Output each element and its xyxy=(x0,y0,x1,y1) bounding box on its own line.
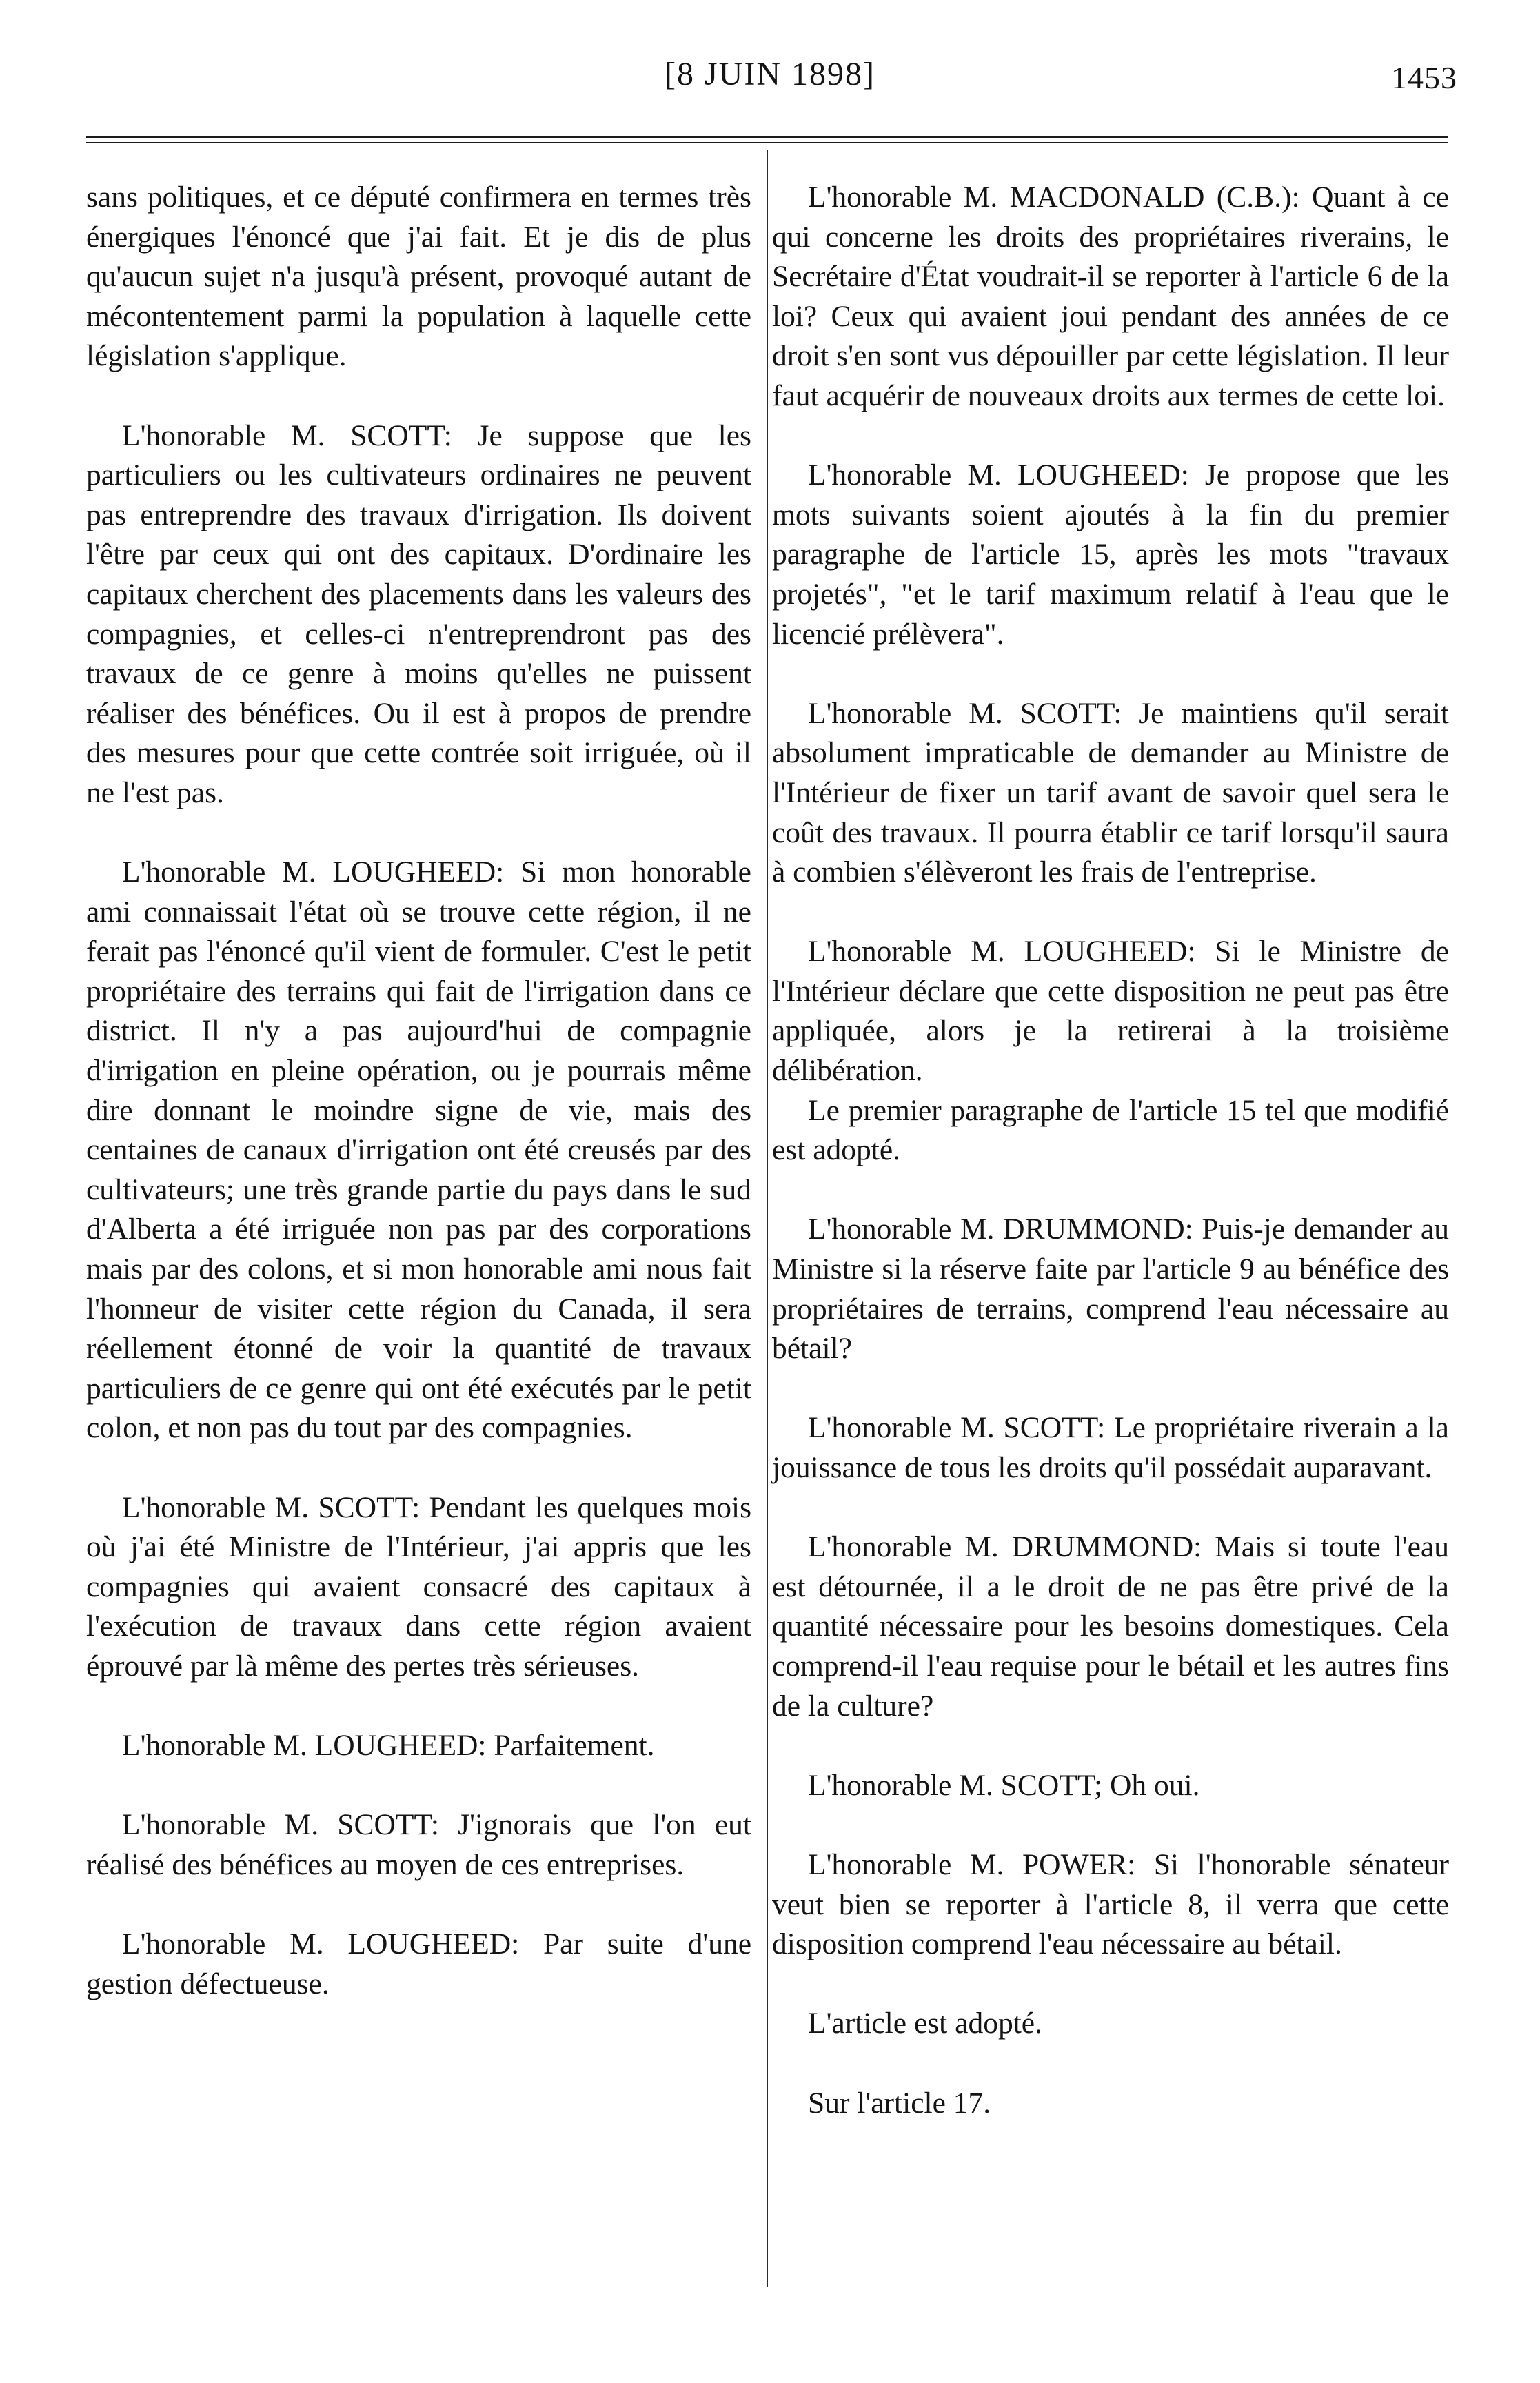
left-column xyxy=(86,178,751,2044)
paragraph: L'honorable M. LOUGHEED: Si le Ministre de l'Intérieur déclare que cette disposition ne peut pas être appliquée, alors je la retirerai à la troisième délibération. xyxy=(772,935,1449,1088)
column-divider xyxy=(767,150,768,2287)
paragraph: L'honorable M. LOUGHEED: Par suite d'une gestion défectueuse. xyxy=(86,1927,751,2000)
header-rule-bottom xyxy=(86,142,1448,143)
paragraph: L'honorable M. LOUGHEED: Je propose que les mots suivants soient ajoutés à la fin du premier paragraphe de l'article 15, après les mots "travaux projetés", "et le tarif maximum relatif à l'eau que le licencié prélèvera". xyxy=(772,458,1449,651)
paragraph: L'honorable M. DRUMMOND: Mais si toute l'eau est détournée, il a le droit de ne pas être privé de la quantité nécessaire pour les besoins domestiques. Cela comprend-il l'eau requise pour le bétail et les autres fins de la culture? xyxy=(772,1530,1449,1723)
paragraph: L'honorable M. LOUGHEED: Si mon honorable ami connaissait l'état où se trouve cette région, il ne ferait pas l'énoncé qu'il vient de formuler. C'est le petit propriétaire des terrains qui fait de l'irrigation dans ce district. Il n'y a pas aujourd'hui de compagnie d'irrigation en pleine opération, ou je pourrais même dire donnant le moindre signe de vie, mais des centaines de canaux d'irrigation ont été creusés par des cultivateurs; une très grande partie du pays dans le sud d'Alberta a été irriguée non pas par des corporations mais par des colons, et si mon honorable ami nous fait l'honneur de visiter cette région du Canada, il sera réellement étonné de voir la quantité de travaux particuliers de ce genre qui ont été exécutés par le petit colon, et non pas du tout par des compagnies. xyxy=(86,855,751,1445)
paragraph: sans politiques, et ce député confirmera en termes très énergiques l'énoncé que j'ai fait. Et je dis de plus qu'aucun sujet n'a jusqu'à présent, provoqué autant de mécontentement parmi la population à laquelle cette législation s'applique. xyxy=(86,181,751,373)
paragraph: L'honorable M. LOUGHEED: Parfaitement. xyxy=(122,1729,655,1763)
paragraph: L'honorable M. DRUMMOND: Puis-je demander au Ministre si la réserve faite par l'article 9 au bénéfice des propriétaires de terrains, comprend l'eau nécessaire au bétail? xyxy=(772,1213,1449,1366)
page-number: 1453 xyxy=(1391,60,1457,95)
paragraph: L'honorable M. MACDONALD (C.B.): Quant à ce qui concerne les droits des propriétaires riverains, le Secrétaire d'État voudrait-il se reporter à l'article 6 de la loi? Ceux qui avaient joui pendant des années de ce droit s'en sont vus dépouiller par cette législation. Il leur faut acquérir de nouveaux droits aux termes de cette loi. xyxy=(772,181,1449,412)
header-date: [8 JUIN 1898] xyxy=(665,56,875,92)
paragraph: L'article est adopté. xyxy=(808,2007,1042,2040)
paragraph: L'honorable M. SCOTT: J'ignorais que l'on eut réalisé des bénéfices au moyen de ces entreprises. xyxy=(86,1808,751,1881)
paragraph: L'honorable M. SCOTT: Je suppose que les particuliers ou les cultivateurs ordinaires ne peuvent pas entreprendre des travaux d'irrigation. Ils doivent l'être par ceux qui ont des capitaux. D'ordinaire les capitaux cherchent des placements dans les valeurs des compagnies, et celles-ci n'entreprendront pas des travaux de ce genre à moins qu'elles ne puissent réaliser des bénéfices. Ou il est à propos de prendre des mesures pour que cette contrée soit irriguée, où il ne l'est pas. xyxy=(86,418,751,809)
paragraph: L'honorable M. SCOTT; Oh oui. xyxy=(808,1768,1200,1802)
paragraph: L'honorable M. POWER: Si l'honorable sénateur veut bien se reporter à l'article 8, il verra que cette disposition comprend l'eau nécessaire au bétail. xyxy=(772,1847,1449,1961)
header-rule-top xyxy=(86,136,1448,138)
paragraph: L'honorable M. SCOTT: Pendant les quelques mois où j'ai été Ministre de l'Intérieur, j'ai appris que les compagnies qui avaient consacré des capitaux à l'exécution de travaux dans cette région avaient éprouvé par là même des pertes très sérieuses. xyxy=(86,1490,751,1683)
paragraph: Le premier paragraphe de l'article 15 tel que modifié est adopté. xyxy=(772,1093,1449,1167)
right-column xyxy=(772,178,1449,2163)
paragraph: L'honorable M. SCOTT: Le propriétaire riverain a la jouissance de tous les droits qu'il possédait auparavant. xyxy=(772,1411,1449,1484)
paragraph: Sur l'article 17. xyxy=(808,2086,991,2120)
paragraph: L'honorable M. SCOTT: Je maintiens qu'il serait absolument impraticable de demander au Ministre de l'Intérieur de fixer un tarif avant de savoir quel sera le coût des travaux. Il pourra établir ce tarif lorsqu'il saura à combien s'élèveront les frais de l'entreprise. xyxy=(772,696,1449,889)
